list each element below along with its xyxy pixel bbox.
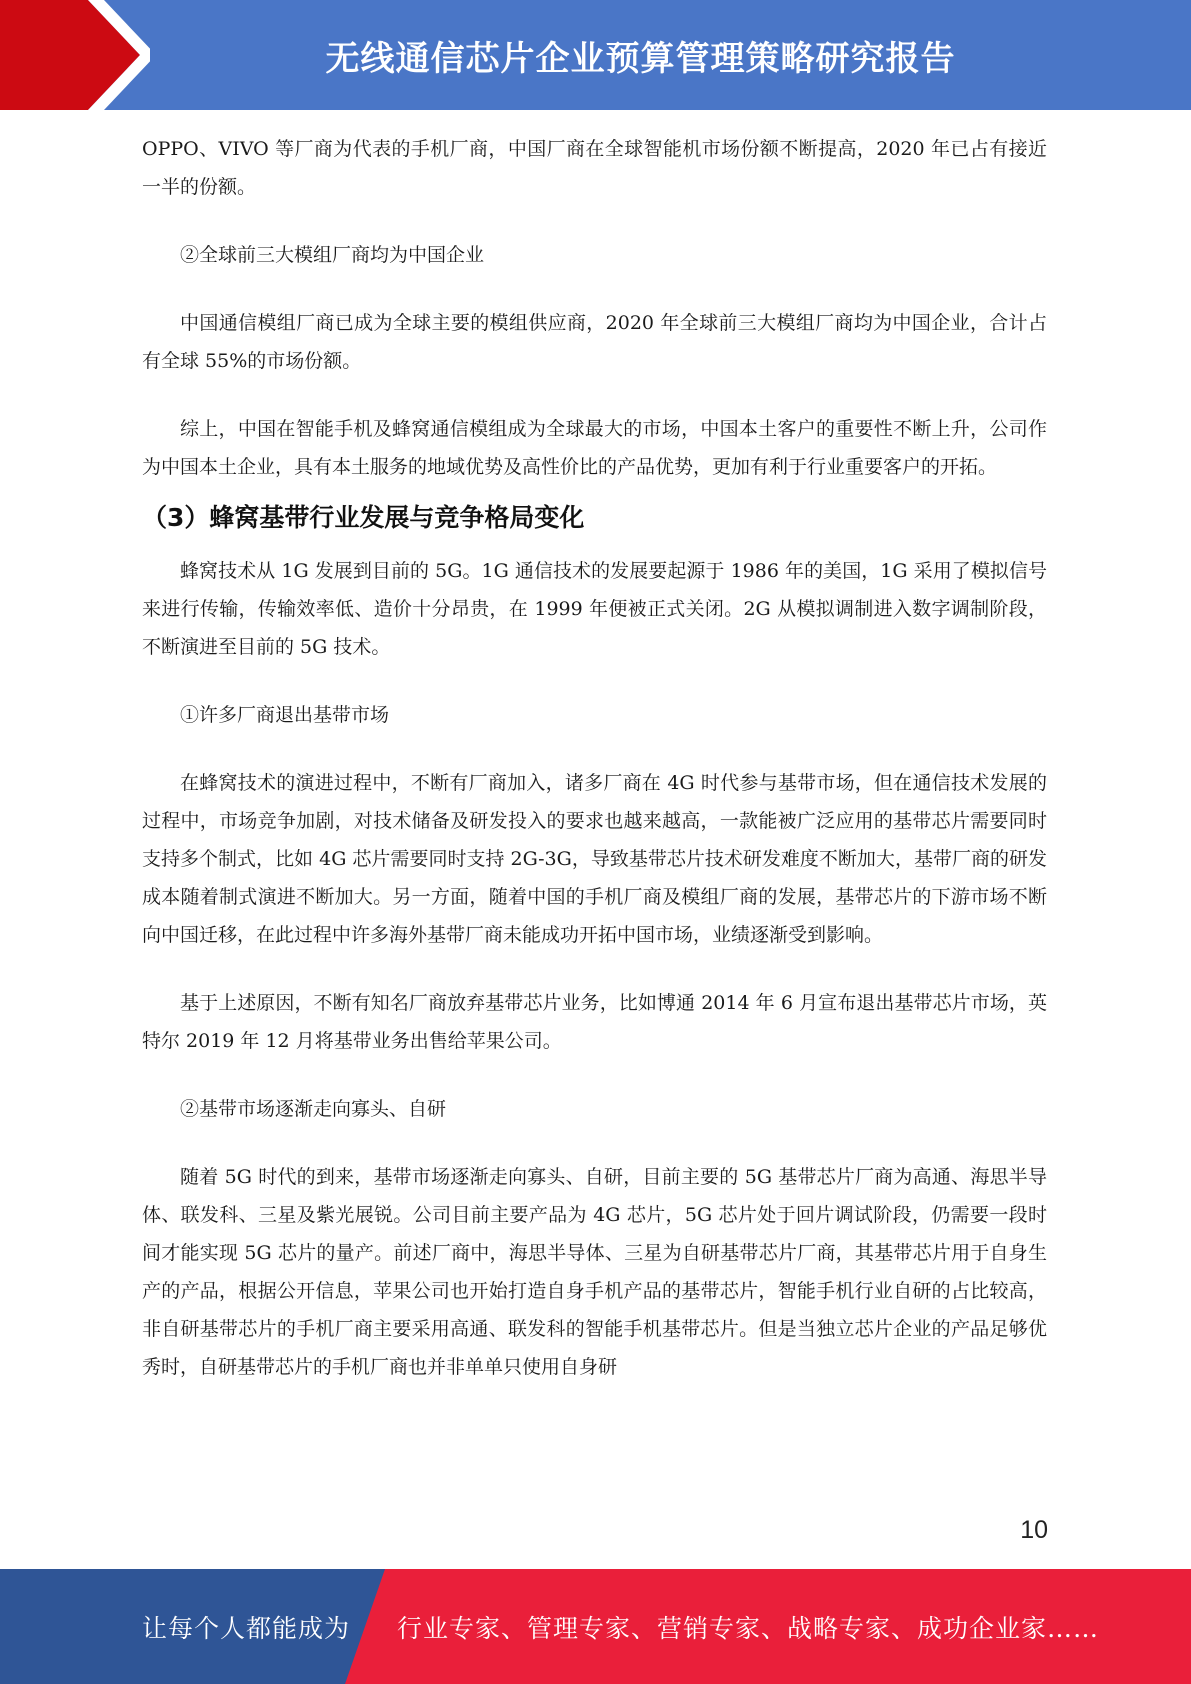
subheading: ②全球前三大模组厂商均为中国企业	[180, 244, 485, 266]
paragraph: OPPO、VIVO 等厂商为代表的手机厂商，中国厂商在全球智能机市场份额不断提高，2020 年已占有接近一半的份额。	[142, 138, 1047, 198]
page-header	[0, 0, 1191, 110]
paragraph: 在蜂窝技术的演进过程中，不断有厂商加入，诸多厂商在 4G 时代参与基带市场，但在通信技术发展的过程中，市场竞争加剧，对技术储备及研发投入的要求也越来越高，一款能被广泛应用的基带芯片需要同时支持多个制式，比如 4G 芯片需要同时支持 2G-3G，导致基带芯片技术研发难度不断加大，基带厂商的研发成本随着制式演进不断加大。另一方面，随着中国的手机厂商及模组厂商的发展，基带芯片的下游市场不断向中国迁移，在此过程中许多海外基带厂商未能成功开拓中国市场，业绩逐渐受到影响。	[142, 772, 1047, 946]
page-footer	[0, 1569, 1191, 1684]
document-body	[142, 130, 1047, 1386]
page-number: 10	[1020, 1516, 1048, 1544]
paragraph: 中国通信模组厂商已成为全球主要的模组供应商，2020 年全球前三大模组厂商均为中国企业，合计占有全球 55%的市场份额。	[142, 312, 1047, 372]
paragraph: 综上，中国在智能手机及蜂窝通信模组成为全球最大的市场，中国本土客户的重要性不断上升，公司作为中国本土企业，具有本土服务的地域优势及高性价比的产品优势，更加有利于行业重要客户的开拓。	[142, 418, 1047, 478]
paragraph: 基于上述原因，不断有知名厂商放弃基带芯片业务，比如博通 2014 年 6 月宣布退出基带芯片市场，英特尔 2019 年 12 月将基带业务出售给苹果公司。	[142, 992, 1047, 1052]
red-arrow-decoration	[0, 0, 150, 110]
paragraph: 随着 5G 时代的到来，基带市场逐渐走向寡头、自研，目前主要的 5G 基带芯片厂商为高通、海思半导体、联发科、三星及紫光展锐。公司目前主要产品为 4G 芯片，5G 芯片处于回片调试阶段，仍需要一段时间才能实现 5G 芯片的量产。前述厂商中，海思半导体、三星为自研基带芯片厂商，其基带芯片用于自身生产的产品，根据公开信息，苹果公司也开始打造自身手机产品的基带芯片，智能手机行业自研的占比较高，非自研基带芯片的手机厂商主要采用高通、联发科的智能手机基带芯片。但是当独立芯片企业的产品足够优秀时，自研基带芯片的手机厂商也并非单单只使用自身研	[142, 1166, 1047, 1378]
section-heading: （3）蜂窝基带行业发展与竞争格局变化	[142, 503, 585, 532]
footer-slogan-left: 让每个人都能成为	[142, 1613, 351, 1643]
paragraph: 蜂窝技术从 1G 发展到目前的 5G。1G 通信技术的发展要起源于 1986 年的美国，1G 采用了模拟信号来进行传输，传输效率低、造价十分昂贵，在 1999 年便被正式关闭。2G 从模拟调制进入数字调制阶段，不断演进至目前的 5G 技术。	[142, 560, 1047, 658]
subheading: ①许多厂商退出基带市场	[180, 704, 390, 726]
subheading: ②基带市场逐渐走向寡头、自研	[180, 1098, 447, 1120]
report-title: 无线通信芯片企业预算管理策略研究报告	[325, 38, 956, 79]
footer-slogan-right: 行业专家、管理专家、营销专家、战略专家、成功企业家……	[397, 1613, 1100, 1643]
